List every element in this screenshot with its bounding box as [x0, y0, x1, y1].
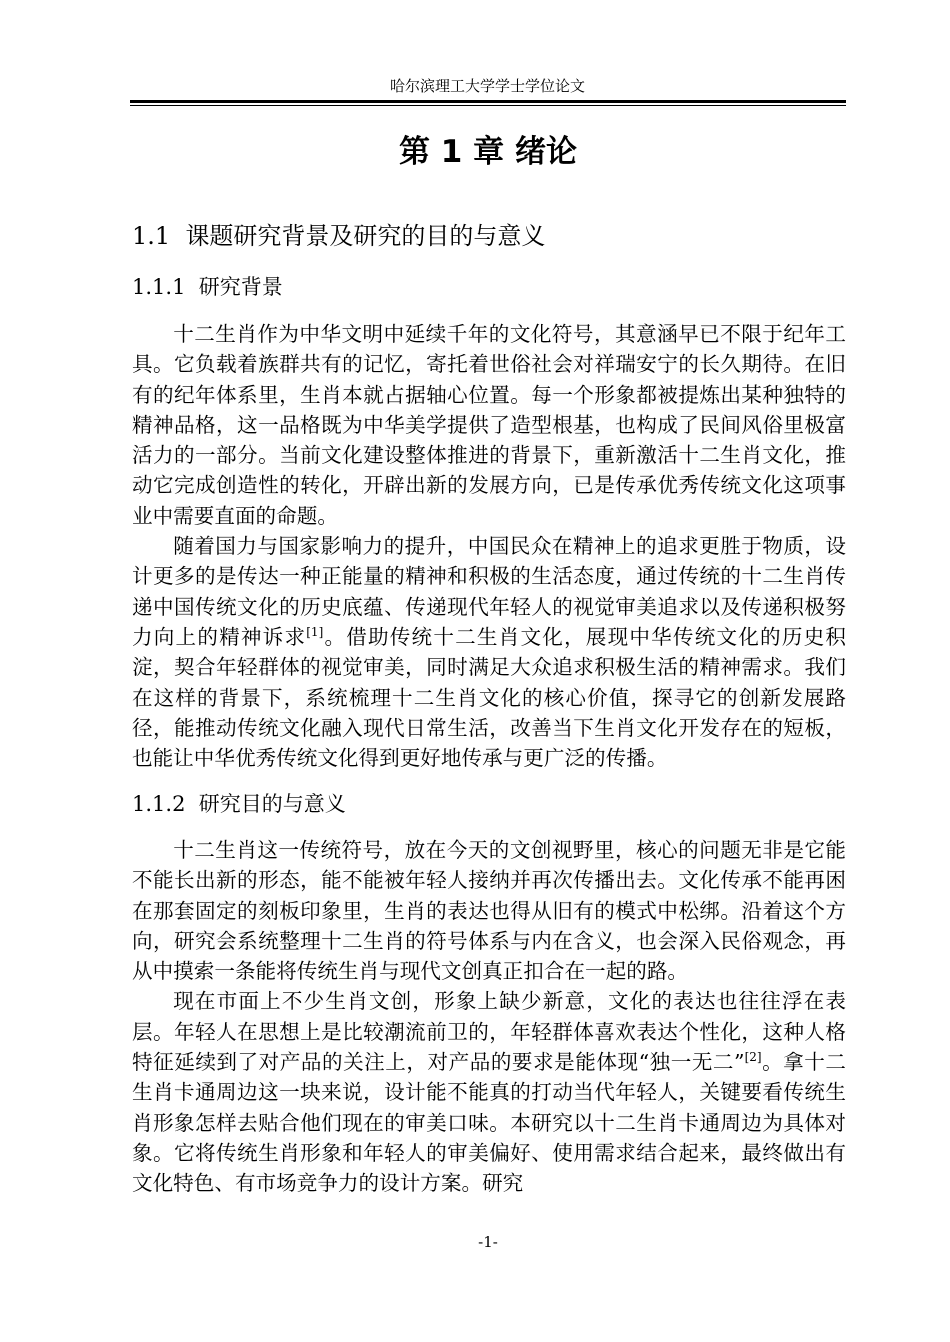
body-text-1-1-1: [132, 319, 846, 773]
running-header: 哈尔滨理工大学学士学位论文: [389, 77, 585, 95]
paragraph-text: 。借助传统十二生肖文化，展现中华传统文化的历史积淀，契合年轻群体的视觉审美，同时满足大众追求积极生活的精神需求。我们在这样的背景下，系统梳理十二生肖文化的核心价值，探寻它的创新发展路径，能推动传统文化融入现代日常生活，改善当下生肖文化开发存在的短板，也能让中华优秀传统文化得到更好地传承与更广泛的传播。: [132, 624, 846, 771]
paragraph: 十二生肖作为中华文明中延续千年的文化符号，其意涵早已不限于纪年工具。它负载着族群共有的记忆，寄托着世俗社会对祥瑞安宁的长久期待。在旧有的纪年体系里，生肖本就占据轴心位置。每一个形象都被提炼出某种独特的精神品格，这一品格既为中华美学提供了造型根基，也构成了民间风俗里极富活力的一部分。当前文化建设整体推进的背景下，重新激活十二生肖文化，推动它完成创造性的转化，开辟出新的发展方向，已是传承优秀传统文化这项事业中需要直面的命题。: [132, 322, 846, 528]
section-heading-1-1-1: [132, 270, 283, 304]
citation-ref: [1]: [306, 625, 324, 640]
section-number: 1.1.1: [132, 275, 186, 299]
section-number: 1.1.2: [132, 792, 186, 816]
section-number: 1.1: [132, 222, 171, 250]
header-rule-thin: [130, 105, 846, 106]
paragraph-text: 。拿十二生肖卡通周边这一块来说，设计能不能真的打动当代年轻人，关键要看传统生肖形象怎样去贴合他们现在的审美口味。本研究以十二生肖卡通周边为具体对象。它将传统生肖形象和年轻人的审美偏好、使用需求结合起来，最终做出有文化特色、有市场竞争力的设计方案。研究: [132, 1050, 846, 1196]
section-title: 课题研究背景及研究的目的与意义: [185, 222, 546, 250]
section-heading-1-1: [132, 216, 545, 256]
body-text-1-1-2: [132, 835, 846, 1199]
paragraph-text: 随着国力与国家影响力的提升，中国民众在精神上的追求更胜于物质，设计更多的是传达一种正能量的精神和积极的生活态度，通过传统的十二生肖传递中国传统文化的历史底蕴、传递现代年轻人的视觉审美追求以及传递积极努力向上的精神诉求: [132, 534, 846, 649]
paragraph: 十二生肖这一传统符号，放在今天的文创视野里，核心的问题无非是它能不能长出新的形态，能不能被年轻人接纳并再次传播出去。文化传承不能再困在那套固定的刻板印象里，生肖的表达也得从旧有的模式中松绑。沿着这个方向，研究会系统整理十二生肖的符号体系与内在含义，也会深入民俗观念，再从中摸索一条能将传统生肖与现代文创真正扣合在一起的路。: [132, 838, 846, 984]
header-rule-thick: [130, 100, 846, 103]
section-title: 研究背景: [198, 275, 283, 299]
citation-ref: [2]: [744, 1050, 762, 1065]
paragraph: [132, 986, 846, 1198]
chapter-title: 第 1 章 绪论: [399, 134, 577, 170]
section-title: 研究目的与意义: [198, 792, 346, 816]
page-number: -1-: [478, 1233, 498, 1251]
paragraph-text: 现在市面上不少生肖文创，形象上缺少新意，文化的表达也往往浮在表层。年轻人在思想上是比较潮流前卫的，年轻群体喜欢表达个性化，这种人格特征延续到了对产品的关注上，对产品的要求是能体现“独一无二”: [132, 989, 846, 1075]
section-heading-1-1-2: [132, 787, 346, 821]
paragraph: [132, 531, 846, 773]
